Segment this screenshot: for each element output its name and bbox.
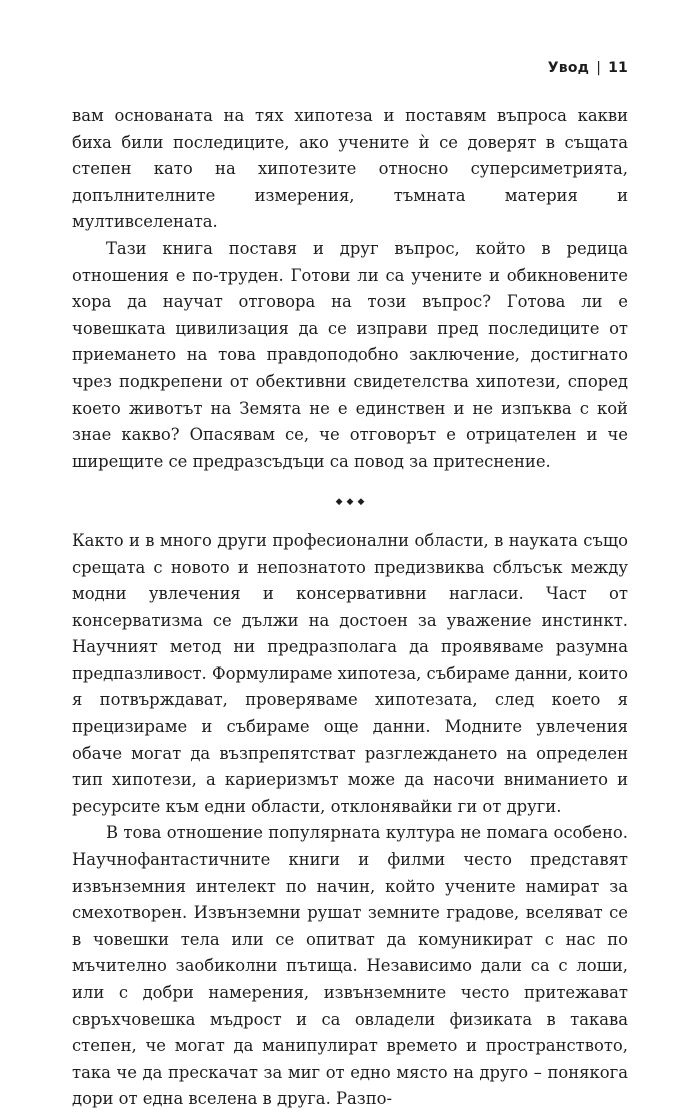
page-number: 11 [608, 60, 628, 76]
running-head [548, 60, 628, 76]
header-separator: | [596, 60, 602, 76]
paragraph: Тази книга поставя и друг въпрос, който в редица отношения е по-труден. Готови ли са учените и обикновените хора да научат отговора на този въпрос? Готова ли е човешката цивилизация да се изправи пред последиците от приемането на това правдоподобно заключение, достигнато чрез подкрепени от обективни свидетелства хипотези, според което животът на Земята не е единствен и не изпъква с кой знае какво? Опасявам се, че отговорът е отрицателен и че ширещите се предразсъдъци са повод за притеснение. [72, 238, 628, 471]
section-break-ornament: ◆◆◆ [335, 497, 369, 508]
paragraph-section-start: Както и в много други професионални области, в науката също срещата с новото и непознатото предизвиква сблъсък между модни увлечения и консервативни нагласи. Част от консерватизма се дължи на достоен за уважение инстинкт. Научният метод ни предразполага да проявяваме разумна предпазливост. Формулираме хипотеза, събираме данни, които я потвърждават, проверяваме хипотезата, след което я прецизираме и събираме още данни. Модните увлечения обаче могат да възпрепятстват разглеждането на определен тип хипотези, а кариеризмът може да насочи вниманието и ресурсите към едни области, отклонявайки ги от други. [72, 530, 628, 816]
body-text [72, 103, 628, 1113]
paragraph: В това отношение популярната култура не помага особено. Научнофантастичните книги и филми често представят извънземния интелект по начин, който учените намират за смехотворен. Извънземни рушат земните градове, вселяват се в човешки тела или се опитват да комуникират с нас по мъчително заобиколни пътища. Независимо дали са с лоши, или с добри намерения, извънземните често притежават свръхчовешка мъдрост и са овладели физиката в такава степен, че могат да манипулират времето и пространството, така че да прескачат за миг от едно място на друго – понякога дори от една вселена в друга. Разпо- [72, 823, 628, 1109]
paragraph-continuation: вам основаната на тях хипотеза и поставям въпроса какви биха били последиците, ако учените ѝ се доверят в същата степен като на хипотезите относно суперсиметрията, допълнителните измерения, тъмната материя и мултивселената. [72, 106, 628, 232]
chapter-title: Увод [547, 60, 590, 76]
